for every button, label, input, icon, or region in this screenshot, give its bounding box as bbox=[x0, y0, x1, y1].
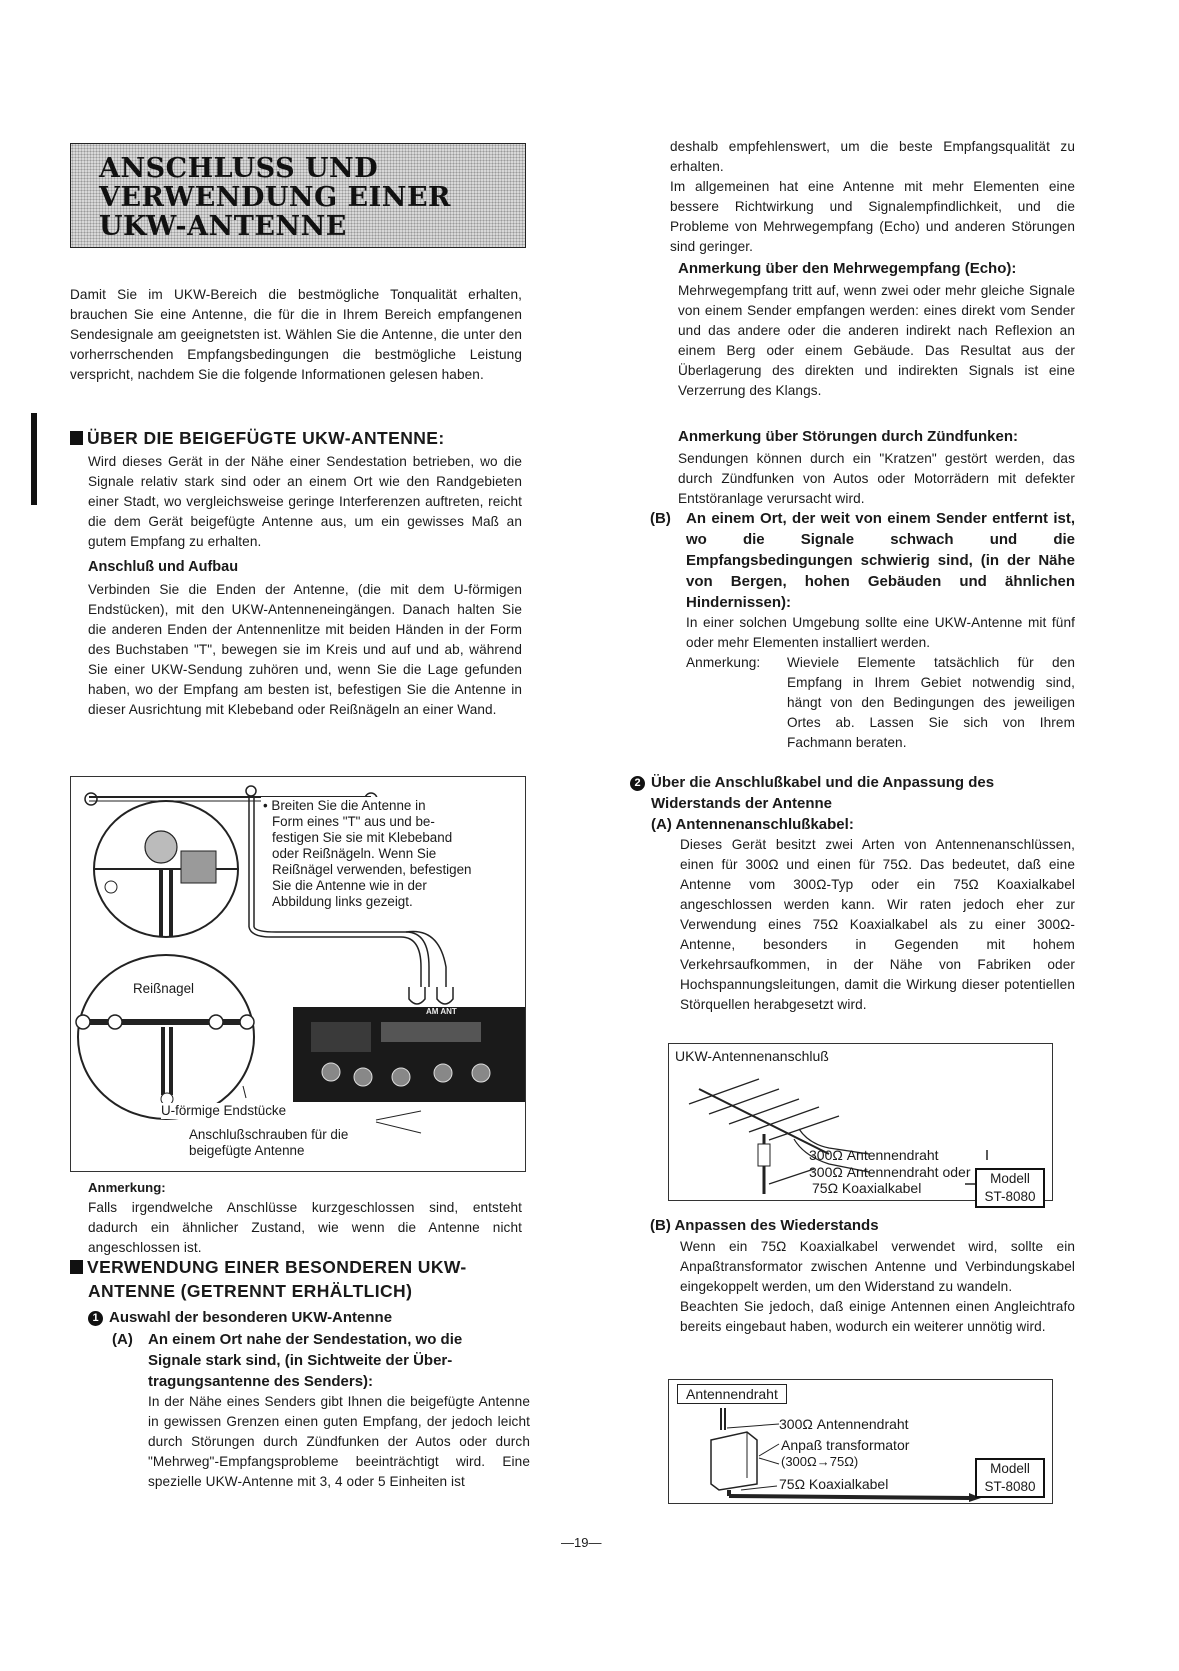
figure3-title: Antennendraht bbox=[677, 1384, 787, 1404]
item-b-heading: An einem Ort, der weit von einem Sender entfernt ist, wo die Signale schwach und die Empfangsbedingungen schwierig sind, (in der Nähe von Bergen, hohen Gebäuden und ähnlichen Hindernissen): bbox=[686, 510, 1075, 611]
figure2-label1: 300Ω Antennendraht bbox=[809, 1147, 939, 1163]
figure3-label1: 300Ω Antennendraht bbox=[779, 1416, 909, 1432]
label-u-form: U-förmige Endstücke bbox=[161, 1103, 287, 1118]
intro-paragraph: Damit Sie im UKW-Bereich die bestmögliche Tonqualität erhalten, brauchen Sie eine Antenne, die für die in Ihrem Bereich empfangenen Sendesignale am geeignetsten ist. Wählen Sie die Antenne, die unter den vorherrschenden Empfangsbedingungen die bestmögliche Leistung verspricht, nachdem Sie die folgende Informationen gelesen haben. bbox=[70, 287, 522, 382]
b2-label: (B) bbox=[650, 1217, 671, 1234]
item2 bbox=[630, 772, 1075, 1015]
model-box-figure2 bbox=[975, 1168, 1045, 1208]
figure-antenna-setup bbox=[70, 776, 526, 1172]
b2-heading-text: Anpassen des Wiederstands bbox=[674, 1217, 879, 1234]
title-line-1: ANSCHLUSS UND bbox=[99, 153, 379, 184]
label-am-ant: AM ANT bbox=[426, 1007, 457, 1016]
item-a-label: (A) bbox=[112, 1331, 133, 1348]
echo-heading: Anmerkung über den Mehrwegempfang (Echo): bbox=[678, 260, 1017, 277]
page-number: —19— bbox=[561, 1535, 602, 1550]
anmerkung1 bbox=[70, 1178, 530, 1258]
figure2-label2: 300Ω Antennendraht oder bbox=[809, 1164, 971, 1180]
a2-heading bbox=[630, 814, 1075, 835]
spark-heading: Anmerkung über Störungen durch Zündfunken: bbox=[678, 428, 1018, 445]
b2-heading bbox=[650, 1215, 1075, 1236]
label-reissnagel: Reißnagel bbox=[133, 981, 195, 996]
section1-heading-text: ÜBER DIE BEIGEFÜGTE UKW-ANTENNE: bbox=[87, 428, 445, 448]
item-a-heading: Signale stark sind, (in Sichtweite der Über- bbox=[148, 1352, 453, 1369]
figure1-note-line: Abbildung links gezeigt. bbox=[272, 894, 413, 909]
item-a-heading: tragungsantenne des Senders): bbox=[148, 1373, 374, 1390]
item2-heading bbox=[630, 772, 1075, 793]
section2 bbox=[70, 1255, 530, 1492]
item-b-text: In einer solchen Umgebung sollte eine UKW-Antenne mit fünf oder mehr Elementen installiert werden. bbox=[686, 615, 1075, 650]
model-box-line: Modell bbox=[990, 1461, 1030, 1476]
echo-text: Mehrwegempfang tritt auf, wenn zwei oder mehr gleiche Signale von einem Sender empfangen werden: eines direkt vom Sender und das andere oder die anderen indirekt nach Reflexion an einem Berg oder einem Gebäude. Das Resultat aus der Überlagerung des direkten und indirekten Signals ist eine Verzerrung des Klangs. bbox=[678, 283, 1075, 398]
item-b-label: (B) bbox=[650, 510, 671, 527]
figure2-title: UKW-Antennenanschluß bbox=[675, 1048, 829, 1064]
item-a bbox=[70, 1329, 530, 1492]
item2-heading-line2: Widerstands der Antenne bbox=[651, 795, 833, 812]
section2-heading-2: ANTENNE (GETRENNT ERHÄLTLICH) bbox=[88, 1281, 413, 1301]
title-box bbox=[70, 143, 526, 248]
model-box-line: ST-8080 bbox=[984, 1479, 1036, 1494]
figure1-note-line: Form eines "T" aus und be- bbox=[272, 814, 435, 829]
section1-text: Wird dieses Gerät in der Nähe einer Sendestation betrieben, wo die Signale relativ stark sind oder an einem Ort wie den Randgebieten einer Stadt, wo vergleichsweise geringe Interferenzen auftreten, reicht die dem Gerät beigefügte Antenne aus, um ein gewisses Maß an gutem Empfang zu erhalten. bbox=[88, 454, 522, 549]
label-screws-line: Anschlußschrauben für die bbox=[189, 1127, 349, 1142]
figure1-note-line: oder Reißnägeln. Wenn Sie bbox=[272, 846, 437, 861]
model-box-line: Modell bbox=[990, 1171, 1030, 1186]
page-title bbox=[99, 154, 525, 241]
figure2-label3: 75Ω Koaxialkabel bbox=[812, 1180, 922, 1196]
figure-antenna-connection bbox=[668, 1043, 1053, 1204]
section1 bbox=[70, 426, 530, 720]
square-bullet-icon bbox=[70, 1260, 83, 1274]
model-box-figure3 bbox=[975, 1458, 1045, 1498]
section1-subheading: Anschluß und Aufbau bbox=[88, 559, 239, 575]
item-a-text: In der Nähe eines Senders gibt Ihnen die beigefügte Antenne in gewissen Grenzen einen guten Empfang, der jedoch leicht durch Störungen durch Zündfunken der Autos oder durch "Mehrweg"-Empfangsprobleme beeinträchtigt wird. Eine spezielle UKW-Antenne mit 3, 4 oder 5 Einheiten ist bbox=[148, 1394, 530, 1489]
anmerkung1-text: Falls irgendwelche Anschlüsse kurzgeschlossen sind, entsteht dadurch ein ähnlicher Zustand, wie wenn die Antenne nicht angeschlossen ist. bbox=[88, 1200, 522, 1255]
figure3-label4: 75Ω Koaxialkabel bbox=[779, 1476, 889, 1492]
figure1-note-line: festigen Sie sie mit Klebeband bbox=[272, 830, 453, 845]
item-b2 bbox=[650, 1215, 1075, 1337]
item-b-note-label: Anmerkung: bbox=[686, 655, 761, 670]
number-circle-icon: 1 bbox=[88, 1311, 103, 1326]
figure1-note-line: Reißnägel verwenden, befestigen bbox=[272, 862, 472, 877]
section2-heading bbox=[70, 1255, 530, 1279]
anmerkung1-heading: Anmerkung: bbox=[88, 1180, 166, 1195]
figure1-note-line: Sie die Antenne wie in der bbox=[272, 878, 427, 893]
section2-heading-line: VERWENDUNG EINER BESONDEREN UKW- bbox=[87, 1257, 467, 1277]
number-circle-icon: 2 bbox=[630, 776, 645, 791]
edge-tab-mark bbox=[31, 413, 37, 505]
title-line-2: VERWENDUNG EINER bbox=[99, 182, 451, 213]
title-line-3: UKW-ANTENNE bbox=[99, 211, 347, 242]
figure-matching-transformer bbox=[668, 1379, 1053, 1504]
item1-heading-text: Auswahl der besonderen UKW-Antenne bbox=[109, 1309, 393, 1326]
item-b bbox=[650, 508, 1075, 753]
b2-text-1: Wenn ein 75Ω Koaxialkabel verwendet wird, sollte ein Anpaßtransformator zwischen Antenne und Verbindungskabel eingekoppelt werden, um den Widerstand zu wandeln. bbox=[680, 1239, 1075, 1294]
b2-text-2: Beachten Sie jedoch, daß einige Antennen einen Angleichtrafo bereits eingebaut haben, wodurch ein weiterer unnötig wird. bbox=[680, 1299, 1075, 1334]
label-screws-line: beigefügte Antenne bbox=[189, 1143, 305, 1158]
right-cont-text: deshalb empfehlenswert, um die beste Empfangsqualität zu erhalten. bbox=[670, 139, 1075, 174]
right-general-text: Im allgemeinen hat eine Antenne mit mehr Elementen eine bessere Richtwirkung und Signalempfindlichkeit, und die Probleme von Mehrwegempfang (Echo) und anderen Störungen sind geringer. bbox=[670, 179, 1075, 254]
item1-heading bbox=[70, 1307, 530, 1328]
figure1-note-line: • Breiten Sie die Antenne in bbox=[263, 798, 426, 813]
item-a-heading: An einem Ort nahe der Sendestation, wo die bbox=[148, 1331, 463, 1348]
figure3-label3: (300Ω→75Ω) bbox=[781, 1454, 859, 1469]
section1-subtext: Verbinden Sie die Enden der Antenne, (die mit dem U-förmigen Endstücken), mit den UKW-Antenneneingängen. Danach halten Sie die anderen Enden der Antennenlitze mit beiden Händen in der Form des Buchstaben "T", bewegen sie im Kreis und auf und ab, während Sie einer UKW-Sendung zuhören und, wenn Sie die Lage gefunden haben, wo der Empfang am besten ist, befestigen Sie die Antenne in dieser Ausrichtung mit Klebeband oder Reißnägeln an einer Wand. bbox=[88, 582, 522, 717]
figure1-note bbox=[261, 797, 521, 911]
model-box-line: ST-8080 bbox=[984, 1189, 1036, 1204]
figure3-label2: Anpaß transformator bbox=[781, 1437, 910, 1453]
item-b-note-text: Wieviele Elemente tatsächlich für den Empfang in Ihrem Gebiet notwendig sind, hängt von den Bedingungen des jeweiligen Ortes ab. Lassen Sie sich von Ihrem Fachmann beraten. bbox=[787, 655, 1075, 750]
item2-heading-text: Über die Anschlußkabel und die Anpassung des bbox=[651, 774, 995, 791]
item-b-note bbox=[650, 653, 1075, 753]
square-bullet-icon bbox=[70, 431, 83, 445]
a2-heading-text: Antennenanschlußkabel: bbox=[675, 816, 854, 833]
spark-text: Sendungen können durch ein "Kratzen" gestört werden, das durch Zündfunken von Autos oder Motorrädern mit defekter Entstöranlage verursacht wird. bbox=[678, 451, 1075, 506]
a2-label: (A) bbox=[651, 816, 672, 833]
label-screws bbox=[189, 1127, 348, 1159]
section1-heading bbox=[70, 426, 530, 450]
a2-text: Dieses Gerät besitzt zwei Arten von Antennenanschlüssen, einen für 300Ω und einen für 75Ω. Das bedeutet, daß eine Antenne vom 300Ω-Typ oder ein 75Ω Koaxialkabel angeschlossen werden kann. Wir raten jedoch eher zur Verwendung eines 75Ω Koaxialkabel als zu einer 300Ω-Antenne, besonders in Gegenden mit hohem Verkehrsaufkommen, in der Nähe von Fabriken oder Hochspannungsleitungen, damit die Wirkung dieser potentiellen Störquellen herabgesetzt wird. bbox=[680, 837, 1075, 1012]
